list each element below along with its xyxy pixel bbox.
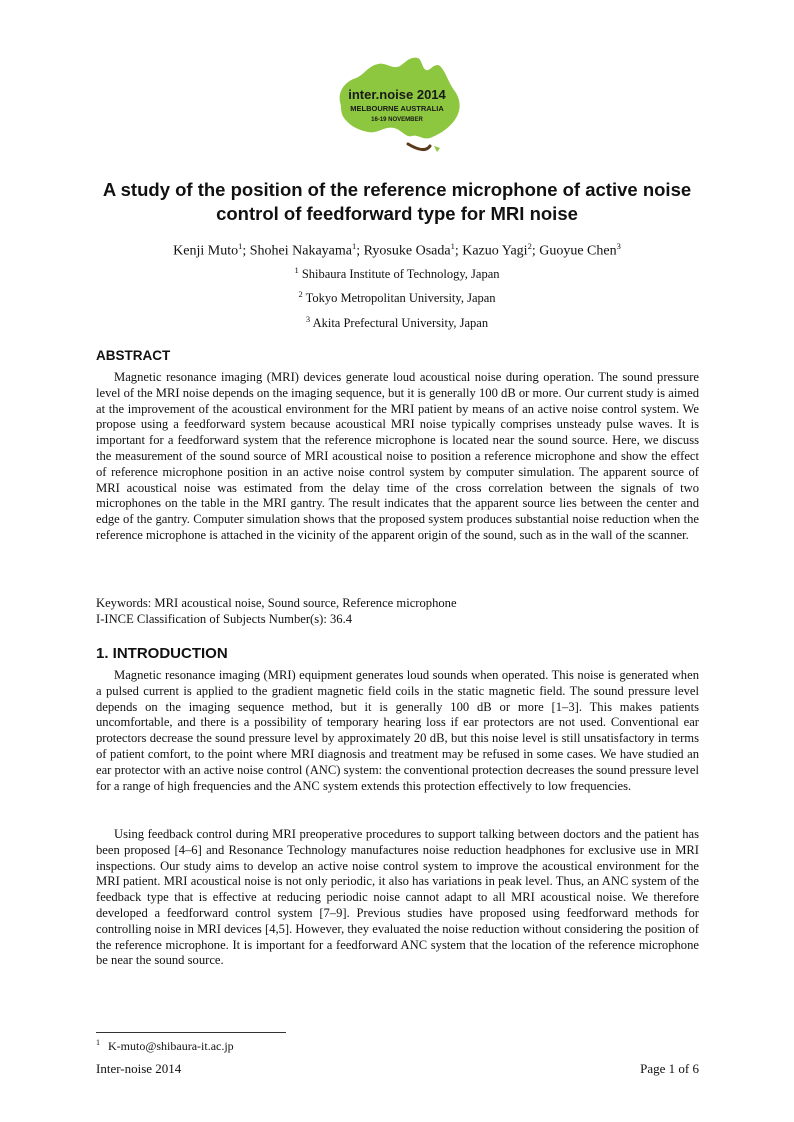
affiliation [60, 314, 734, 331]
affiliation-sup: 2 [298, 289, 303, 299]
title-line1: A study of the position of the reference microphone of active noise [102, 179, 692, 200]
author-sup: 2 [527, 241, 532, 251]
logo-line2: MELBOURNE AUSTRALIA [350, 104, 444, 113]
conference-logo [322, 52, 472, 160]
author-sup: 1 [238, 241, 243, 251]
logo-line1: inter.noise 2014 [348, 87, 446, 102]
paper-title [60, 178, 734, 226]
affiliation-text: Shibaura Institute of Technology, Japan [301, 267, 500, 282]
affiliation-text: Tokyo Metropolitan University, Japan [305, 291, 496, 306]
affiliation-sup: 3 [305, 314, 311, 324]
author-name: Ryosuke Osada [363, 243, 451, 259]
author-sup: 1 [450, 241, 455, 251]
footer-page-number: Page 1 of 6 [640, 1061, 699, 1076]
abstract-text: Magnetic resonance imaging (MRI) devices generate loud acoustical noise during operation. The sound pressure level of the MRI noise depends on the imaging sequence, but it is generally 100 dB or more. Our current study is aimed at the improvement of the acoustical environment for the MRI patient by means of an active noise control system. We propose using a feedforward system because acoustical MRI noise typically comprises unsteady pulse waves. It is important for a feedforward system that the reference microphone is located near the sound source. Here, we discuss the measurement of the sound source of MRI acoustical noise to position a reference microphone and show the effect of reference microphone position in an active noise control system by computer simulation. The apparent source of MRI acoustical noise was estimated from the delay time of the cross correlation between the signals of two microphones on the table in the MRI gantry. The result indicates that the apparent source lies between the center and edge of the gantry. Computer simulation shows that the proposed system produces substantial noise reduction when the reference microphone is attached in the vicinity of the apparent origin of the sound, such as in the wall of the scanner. [96, 370, 699, 542]
abstract-heading: ABSTRACT [96, 348, 171, 363]
author-list [60, 241, 734, 260]
author-sup: 3 [616, 241, 621, 251]
affiliation [60, 265, 734, 282]
footnote-email-link[interactable]: K-muto@shibaura-it.ac.jp [108, 1039, 234, 1053]
author-separator: ; [531, 243, 540, 259]
footnote-divider [96, 1032, 286, 1033]
introduction-paragraph-1: Magnetic resonance imaging (MRI) equipment generates loud sounds when operated. This noise is generated when a pulsed current is applied to the gradient magnetic field coils in the static magnetic field. The sound pressure level depends on the imaging sequence method, but it is generally 100 dB or more [1–3]. This makes patients uncomfortable, and there is a possibility of temporary hearing loss if ear protectors are not used. Conventional ear protectors decrease the sound pressure level by approximately 20 dB, but this noise level is still unsatisfactory in terms of patient comfort, to the point where MRI diagnosis and treatment may be refused in some cases. We have studied an ear protector with an active noise control (ANC) system: the conventional protection decreases the sound pressure level for a range of high frequencies and the ANC system extends this protection effectively to low frequencies. [96, 668, 699, 793]
introduction-paragraph-2: Using feedback control during MRI preoperative procedures to support talking between doctors and the patient has been proposed [4–6] and Resonance Technology manufactures noise reduction headphones for exclusive use in MRI inspections. Our study aims to develop an active noise control system to improve the acoustical environment for the MRI patient. MRI acoustical noise is not only periodic, it also has variations in peak level. Thus, an ANC system of the feedback type that is effective at reducing periodic noise cannot adapt to all MRI acoustical noise. We therefore developed a feedforward control system [7–9]. Previous studies have proposed using feedforward methods for controlling noise in MRI devices [4,5]. However, they evaluated the noise reduction without considering the position of the reference microphone. It is important for a feedforward ANC system that the location of the reference microphone be near the sound source. [96, 827, 699, 968]
introduction-heading: 1. INTRODUCTION [96, 645, 228, 662]
author-name: Kazuo Yagi [462, 243, 528, 259]
footnote [96, 1038, 234, 1054]
author-name: Shohei Nakayama [249, 243, 352, 259]
keywords: Keywords: MRI acoustical noise, Sound source, Reference microphone [96, 596, 457, 610]
author-name: Kenji Muto [173, 243, 239, 259]
logo-line3: 16-19 NOVEMBER [371, 117, 423, 123]
author-separator: ; [356, 243, 364, 259]
footnote-sup: 1 [96, 1038, 100, 1047]
affiliation [60, 289, 734, 306]
author-separator: ; [242, 243, 250, 259]
author-name: Guoyue Chen [539, 243, 617, 259]
title-line2: control of feedforward type for MRI noise [216, 203, 578, 224]
affiliation-sup: 1 [294, 265, 299, 275]
author-separator: ; [454, 243, 463, 259]
footer-conference: Inter-noise 2014 [96, 1061, 182, 1076]
author-sup: 1 [352, 241, 357, 251]
affiliation-text: Akita Prefectural University, Japan [312, 316, 489, 331]
australia-map-icon [322, 52, 472, 160]
classification: I-INCE Classification of Subjects Number(s): 36.4 [96, 612, 353, 626]
